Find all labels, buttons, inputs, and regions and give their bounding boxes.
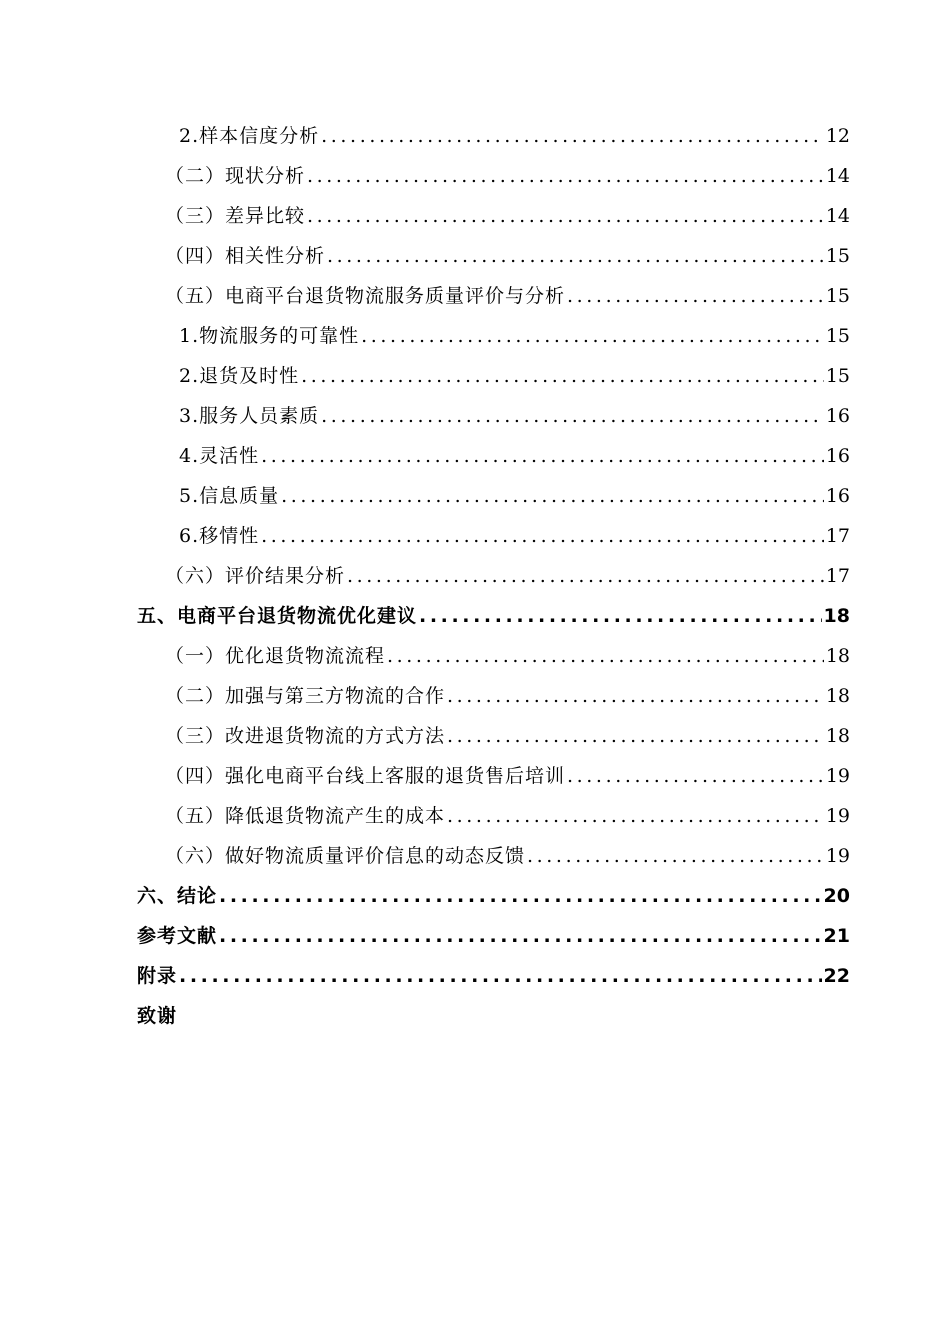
- dot-leader: [347, 556, 824, 596]
- toc-entry-page: 12: [825, 125, 850, 147]
- dot-leader: [527, 836, 824, 876]
- toc-entry-label: （六）做好物流质量评价信息的动态反馈: [165, 845, 526, 867]
- toc-entry-label: （三）改进退货物流的方式方法: [165, 725, 446, 747]
- toc-entry-label: 参考文献: [137, 925, 218, 947]
- toc-entry-label: 2.退货及时性: [179, 365, 300, 387]
- dot-leader: [447, 796, 824, 836]
- toc-entry[interactable]: [137, 876, 850, 916]
- dot-leader: [219, 876, 822, 916]
- toc-entry[interactable]: [137, 436, 850, 476]
- toc-entry-label: 4.灵活性: [179, 445, 260, 467]
- dot-leader: [447, 716, 824, 756]
- toc-entry-label: 3.服务人员素质: [179, 405, 320, 427]
- dot-leader: [387, 636, 824, 676]
- toc-entry[interactable]: [137, 596, 850, 636]
- dot-leader: [307, 156, 824, 196]
- dot-leader: [219, 916, 822, 956]
- toc-entry-page: 19: [825, 765, 850, 787]
- toc-entry[interactable]: [137, 756, 850, 796]
- toc-entry-page: 19: [825, 845, 850, 867]
- toc-entry-label: （一）优化退货物流流程: [165, 645, 386, 667]
- dot-leader: [321, 396, 824, 436]
- dot-leader: [301, 356, 824, 396]
- toc-entry[interactable]: [137, 996, 850, 1036]
- toc-entry[interactable]: [137, 356, 850, 396]
- toc-entry-label: （五）电商平台退货物流服务质量评价与分析: [165, 285, 566, 307]
- toc-entry-label: 2.样本信度分析: [179, 125, 320, 147]
- table-of-contents: [137, 116, 850, 1036]
- dot-leader: [419, 596, 822, 636]
- toc-entry-page: 15: [825, 365, 850, 387]
- toc-entry[interactable]: [137, 516, 850, 556]
- toc-entry-page: 15: [825, 285, 850, 307]
- toc-entry[interactable]: [137, 676, 850, 716]
- toc-entry-page: 16: [825, 405, 850, 427]
- toc-entry-page: 16: [825, 485, 850, 507]
- dot-leader: [567, 756, 824, 796]
- toc-entry-page: 20: [823, 885, 850, 907]
- toc-entry[interactable]: [137, 156, 850, 196]
- toc-entry-page: 16: [825, 445, 850, 467]
- toc-entry-page: 17: [825, 525, 850, 547]
- toc-entry-label: （五）降低退货物流产生的成本: [165, 805, 446, 827]
- dot-leader: [307, 196, 824, 236]
- toc-entry[interactable]: [137, 236, 850, 276]
- toc-entry-page: 21: [823, 925, 850, 947]
- toc-entry[interactable]: [137, 556, 850, 596]
- toc-entry-page: 14: [825, 205, 850, 227]
- dot-leader: [281, 476, 824, 516]
- toc-entry[interactable]: [137, 116, 850, 156]
- toc-entry-label: 6.移情性: [179, 525, 260, 547]
- toc-entry-page: 18: [825, 725, 850, 747]
- toc-entry-label: （四）相关性分析: [165, 245, 326, 267]
- toc-entry-label: 1.物流服务的可靠性: [179, 325, 360, 347]
- toc-entry[interactable]: [137, 316, 850, 356]
- toc-entry[interactable]: [137, 476, 850, 516]
- toc-entry-label: （四）强化电商平台线上客服的退货售后培训: [165, 765, 566, 787]
- dot-leader: [327, 236, 824, 276]
- toc-entry-page: 17: [825, 565, 850, 587]
- toc-entry-label: （三）差异比较: [165, 205, 306, 227]
- toc-entry-label: （二）现状分析: [165, 165, 306, 187]
- toc-entry-page: 15: [825, 245, 850, 267]
- toc-entry-page: 18: [823, 605, 850, 627]
- toc-entry-page: 19: [825, 805, 850, 827]
- dot-leader: [261, 436, 824, 476]
- dot-leader: [179, 956, 822, 996]
- toc-entry[interactable]: [137, 636, 850, 676]
- toc-entry[interactable]: [137, 836, 850, 876]
- toc-entry[interactable]: [137, 916, 850, 956]
- toc-entry[interactable]: [137, 796, 850, 836]
- dot-leader: [321, 116, 824, 156]
- dot-leader: [361, 316, 824, 356]
- toc-entry-label: 5.信息质量: [179, 485, 280, 507]
- toc-entry-page: 18: [825, 645, 850, 667]
- toc-entry-page: 15: [825, 325, 850, 347]
- toc-entry[interactable]: [137, 956, 850, 996]
- toc-entry-label: （二）加强与第三方物流的合作: [165, 685, 446, 707]
- toc-entry[interactable]: [137, 196, 850, 236]
- toc-entry-label: 致谢: [137, 1005, 178, 1027]
- toc-entry-page: 22: [823, 965, 850, 987]
- toc-entry-page: 14: [825, 165, 850, 187]
- toc-entry-label: 六、结论: [137, 885, 218, 907]
- toc-entry[interactable]: [137, 396, 850, 436]
- toc-entry-label: （六）评价结果分析: [165, 565, 346, 587]
- toc-entry-label: 附录: [137, 965, 178, 987]
- toc-entry-label: 五、电商平台退货物流优化建议: [137, 605, 418, 627]
- dot-leader: [261, 516, 824, 556]
- dot-leader: [567, 276, 824, 316]
- dot-leader: [447, 676, 824, 716]
- toc-entry[interactable]: [137, 276, 850, 316]
- toc-entry-page: 18: [825, 685, 850, 707]
- toc-entry[interactable]: [137, 716, 850, 756]
